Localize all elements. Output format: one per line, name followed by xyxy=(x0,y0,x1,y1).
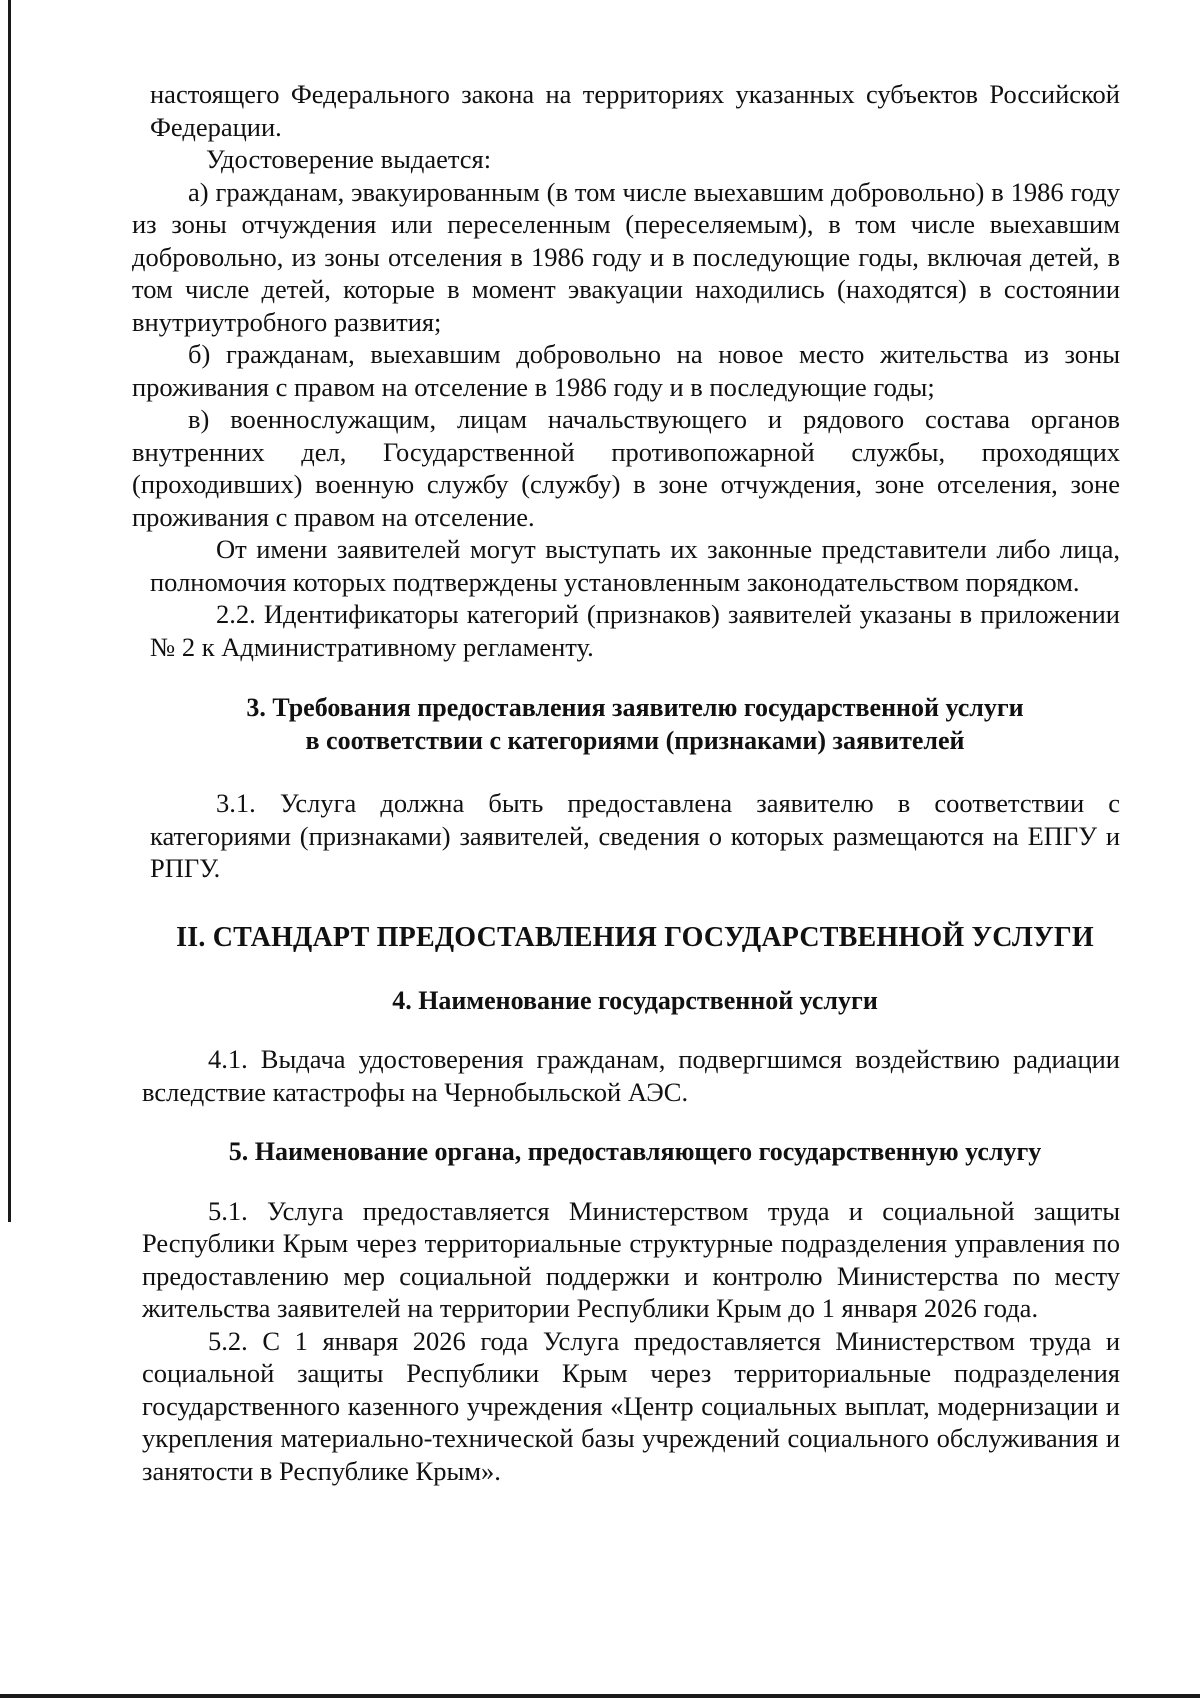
paragraph-3-1: 3.1. Услуга должна быть предоставлена заявителю в соответствии с категориями (признаками) заявителей, сведения о которых размещаются на ЕПГУ и РПГУ. xyxy=(150,788,1120,883)
paragraph-item-a: а) гражданам, эвакуированным (в том числе выехавшим добровольно) в 1986 году из зоны отчуждения или переселенным (переселяемым), в том числе выехавшим добровольно, из зоны отселения в 1986 году и в последующие годы, включая детей, в том числе детей, которые в момент эвакуации находились (находятся) в состоянии внутриутробного развития; xyxy=(132,176,1120,337)
scan-edge-left xyxy=(8,0,11,1222)
paragraph-5-1: 5.1. Услуга предоставляется Министерством труда и социальной защиты Республики Крым через территориальные структурные подразделения управления по предоставлению мер социальной поддержки и контролю Министерства по месту жительства заявителей на территории Республики Крым до 1 января 2026 года. xyxy=(142,1195,1120,1323)
paragraph-5-2: 5.2. С 1 января 2026 года Услуга предоставляется Министерством труда и социальной защиты Республики Крым через территориальные подразделения государственного казенного учреждения «Центр социальных выплат, модернизации и укрепления материально-технической базы учреждений социального обслуживания и занятости в Республике Крым». xyxy=(142,1325,1120,1486)
paragraph-item-v: в) военнослужащим, лицам начальствующего и рядового состава органов внутренних дел, Государственной противопожарной службы, проходящих (проходивших) военную службу (службу) в зоне отчуждения, зоне отселения, зоне проживания с правом на отселение. xyxy=(132,404,1120,532)
section-title-II: II. СТАНДАРТ ПРЕДОСТАВЛЕНИЯ ГОСУДАРСТВЕННОЙ УСЛУГИ xyxy=(176,921,1094,953)
paragraph-item-b: б) гражданам, выехавшим добровольно на новое место жительства из зоны проживания с правом на отселение в 1986 году и в последующие годы; xyxy=(132,339,1120,402)
paragraph-2-2: 2.2. Идентификаторы категорий (признаков) заявителей указаны в приложении № 2 к Административному регламенту. xyxy=(150,599,1120,662)
paragraph-4-1: 4.1. Выдача удостоверения гражданам, подвергшимся воздействию радиации вследствие катастрофы на Чернобыльской АЭС. xyxy=(142,1044,1120,1107)
heading-section-4: 4. Наименование государственной услуги xyxy=(392,985,878,1015)
scan-edge-bottom xyxy=(0,1694,1200,1698)
heading-section-3-line2: в соответствии с категориями (признаками) заявителей xyxy=(305,726,965,755)
paragraph-continuation: настоящего Федерального закона на территориях указанных субъектов Российской Федерации. xyxy=(150,79,1120,142)
heading-section-5: 5. Наименование органа, предоставляющего государственную услугу xyxy=(228,1137,1042,1166)
paragraph-certificate-issued: Удостоверение выдается: xyxy=(206,144,492,174)
heading-section-3 xyxy=(150,691,1120,757)
document-page xyxy=(132,78,1120,1487)
paragraph-representatives: От имени заявителей могут выступать их законные представители либо лица, полномочия которых подтверждены установленным законодательством порядком. xyxy=(150,534,1120,597)
heading-section-3-line1: 3. Требования предоставления заявителю государственной услуги xyxy=(246,693,1024,722)
